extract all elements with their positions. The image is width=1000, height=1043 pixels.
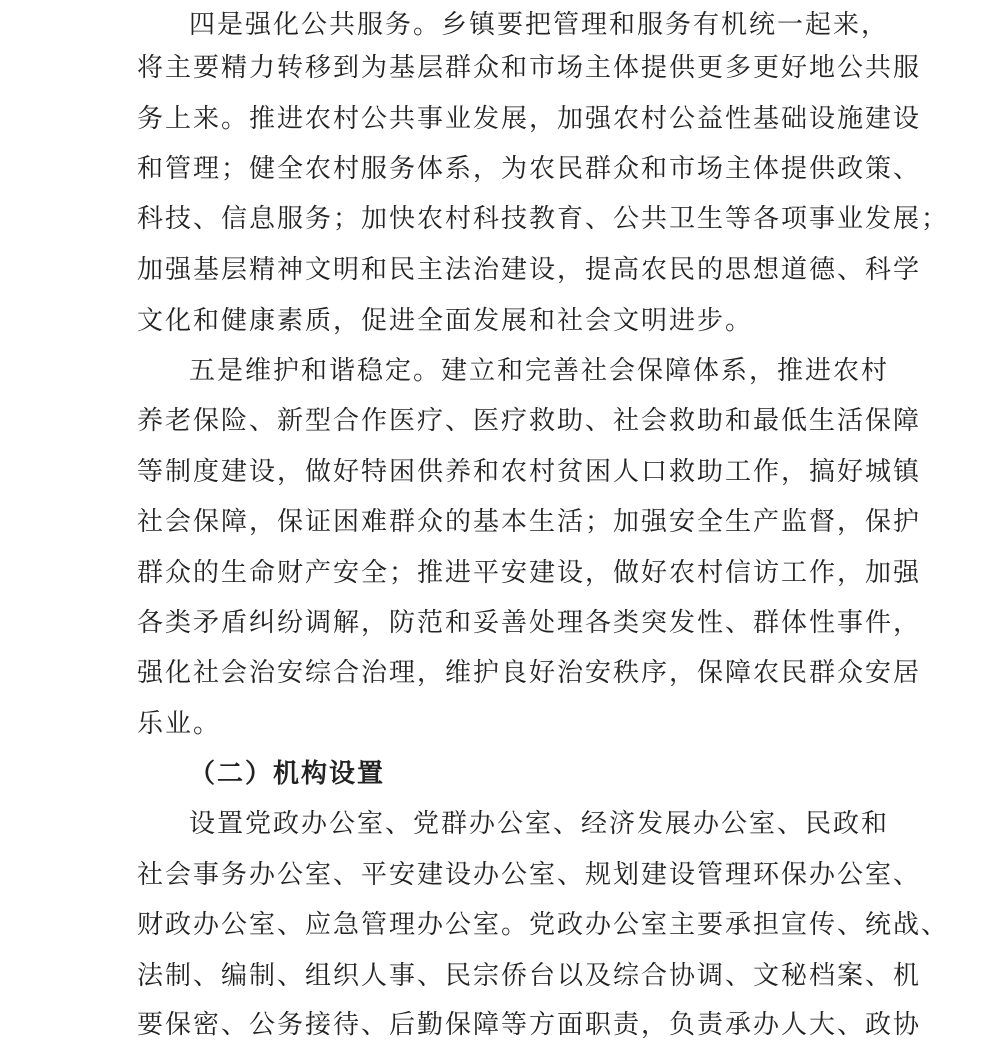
paragraph-line: 群众的生命财产安全；推进平安建设，做好农村信访工作，加强 xyxy=(137,558,922,588)
paragraph-line: 社会保障，保证困难群众的基本生活；加强安全生产监督，保护 xyxy=(137,507,922,537)
paragraph-line: 科技、信息服务；加快农村科技教育、公共卫生等各项事业发展； xyxy=(137,204,950,234)
paragraph-line: 财政办公室、应急管理办公室。党政办公室主要承担宣传、统战、 xyxy=(137,910,950,940)
paragraph-line: 要保密、公务接待、后勤保障等方面职责，负责承办人大、政协 xyxy=(137,1010,922,1040)
paragraph-line: 养老保险、新型合作医疗、医疗救助、社会救助和最低生活保障 xyxy=(137,406,922,436)
paragraph-line: 各类矛盾纠纷调解，防范和妥善处理各类突发性、群体性事件， xyxy=(137,608,922,638)
paragraph-line: 四是强化公共服务。乡镇要把管理和服务有机统一起来， xyxy=(189,10,890,40)
paragraph-line: 将主要精力转移到为基层群众和市场主体提供更多更好地公共服 xyxy=(137,53,922,83)
paragraph-line: 乐业。 xyxy=(137,709,222,739)
paragraph-line: 五是维护和谐稳定。建立和完善社会保障体系，推进农村 xyxy=(189,356,890,386)
paragraph-line: 加强基层精神文明和民主法治建设，提高农民的思想道德、科学 xyxy=(137,255,922,285)
paragraph-line: 等制度建设，做好特困供养和农村贫困人口救助工作，搞好城镇 xyxy=(137,457,922,487)
paragraph-line: 法制、编制、组织人事、民宗侨台以及综合协调、文秘档案、机 xyxy=(137,961,922,991)
paragraph-line: 务上来。推进农村公共事业发展，加强农村公益性基础设施建设 xyxy=(137,104,922,134)
paragraph-line: 文化和健康素质，促进全面发展和社会文明进步。 xyxy=(137,306,754,336)
section-heading: （二）机构设置 xyxy=(189,759,386,789)
paragraph-line: 强化社会治安综合治理，维护良好治安秩序，保障农民群众安居 xyxy=(137,658,922,688)
paragraph-line: 和管理；健全农村服务体系，为农民群众和市场主体提供政策、 xyxy=(137,154,922,184)
paragraph-line: 社会事务办公室、平安建设办公室、规划建设管理环保办公室、 xyxy=(137,860,922,890)
paragraph-line: 设置党政办公室、党群办公室、经济发展办公室、民政和 xyxy=(189,809,890,839)
